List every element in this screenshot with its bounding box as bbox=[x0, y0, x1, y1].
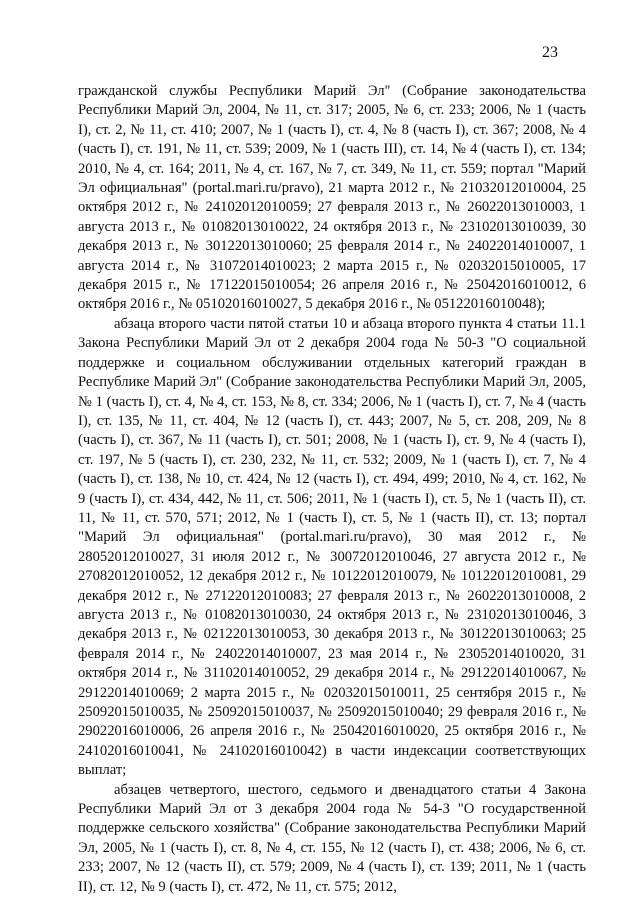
paragraph-law-54z: абзацев четвертого, шестого, седьмого и двенадцатого статьи 4 Закона Республики Марий Эл от 3 декабря 2004 года № 54-З "О государственной поддержке сельского хозяйства" (Собрание законодательства Республики Марий Эл, 2005, № 1 (часть I), ст. 8, № 4, ст. 155, № 12 (часть I), ст. 438; 2006, № 6, ст. 233; 2007, № 12 (часть II), ст. 579; 2009, № 4 (часть I), ст. 139; 2011, № 1 (часть II), ст. 12, № 9 (часть I), ст. 472, № 11, ст. 575; 2012, bbox=[78, 781, 586, 895]
paragraph-continued: гражданской службы Республики Марий Эл" (Собрание законодательства Республики Марий Эл, 2004, № 11, ст. 317; 2005, № 6, ст. 233; 2006, № 1 (часть I), ст. 2, № 11, ст. 410; 2007, № 1 (часть I), ст. 4, № 8 (часть I), ст. 367; 2008, № 4 (часть I), ст. 191, № 11, ст. 539; 2009, № 1 (часть III), ст. 14, № 4 (часть I), ст. 134; 2010, № 4, ст. 164; 2011, № 4, ст. 167, № 7, ст. 349, № 11, ст. 559; портал "Марий Эл официальная" (portal.mari.ru/pravo), 21 марта 2012 г., № 21032012010004, 25 октября 2012 г., № 24102012010059; 27 февраля 2013 г., № 26022013010003, 1 августа 2013 г., № 01082013010022, 24 октября 2013 г., № 23102013010039, 30 декабря 2013 г., № 30122013010060; 25 февраля 2014 г., № 24022014010007, 1 августа 2014 г., № 31072014010023; 2 марта 2015 г., № 02032015010005, 17 декабря 2015 г., № 17122015010054; 26 апреля 2016 г., № 25042016010012, 6 октября 2016 г., № 05102016010027, 5 декабря 2016 г., № 05122016010048); bbox=[78, 83, 586, 313]
paragraph-law-50z: абзаца второго части пятой статьи 10 и абзаца второго пункта 4 статьи 11.1 Закона Республики Марий Эл от 2 декабря 2004 года № 50-З "О социальной поддержке и социальном обслуживании отдельных категорий граждан в Республике Марий Эл" (Собрание законодательства Республики Марий Эл, 2005, № 1 (часть I), ст. 4, № 4, ст. 153, № 8, ст. 334; 2006, № 1 (часть I), ст. 7, № 4 (часть I), ст. 135, № 11, ст. 404, № 12 (часть I), ст. 443; 2007, № 5, ст. 208, 209, № 8 (часть I), ст. 367, № 11 (часть I), ст. 501; 2008, № 1 (часть I), ст. 9, № 4 (часть I), ст. 197, № 5 (часть I), ст. 230, 232, № 11, ст. 532; 2009, № 1 (часть I), ст. 7, № 4 (часть I), ст. 138, № 10, ст. 424, № 12 (часть I), ст. 494, 499; 2010, № 4, ст. 162, № 9 (часть I), ст. 434, 442, № 11, ст. 506; 2011, № 1 (часть I), ст. 5, № 1 (часть II), ст. 11, № 11, ст. 570, 571; 2012, № 1 (часть I), ст. 5, № 1 (часть II), ст. 13; портал "Марий Эл официальная" (portal.mari.ru/pravo), 30 мая 2012 г., № 28052012010027, 31 июля 2012 г., № 30072012010046, 27 августа 2012 г., № 27082012010052, 12 декабря 2012 г., № 10122012010079, № 10122012010081, 29 декабря 2012 г., № 27122012010083; 27 февраля 2013 г., № 26022013010008, 2 августа 2013 г., № 01082013010030, 24 октября 2013 г., № 23102013010046, 3 декабря 2013 г., № 02122013010053, 30 декабря 2013 г., № 30122013010063; 25 февраля 2014 г., № 24022014010007, 23 мая 2014 г., № 23052014010020, 31 октября 2014 г., № 31102014010052, 29 декабря 2014 г., № 29122014010067, № 29122014010069; 2 марта 2015 г., № 02032015010011, 25 сентября 2015 г., № 25092015010035, № 25092015010037, № 25092015010040; 29 февраля 2016 г., № 29022016010006, 26 апреля 2016 г., № 25042016010020, 25 октября 2016 г., № 24102016010041, № 24102016010042) в части индексации соответствующих выплат; bbox=[78, 315, 586, 779]
page-number: 23 bbox=[542, 44, 558, 61]
body-text bbox=[78, 82, 586, 897]
